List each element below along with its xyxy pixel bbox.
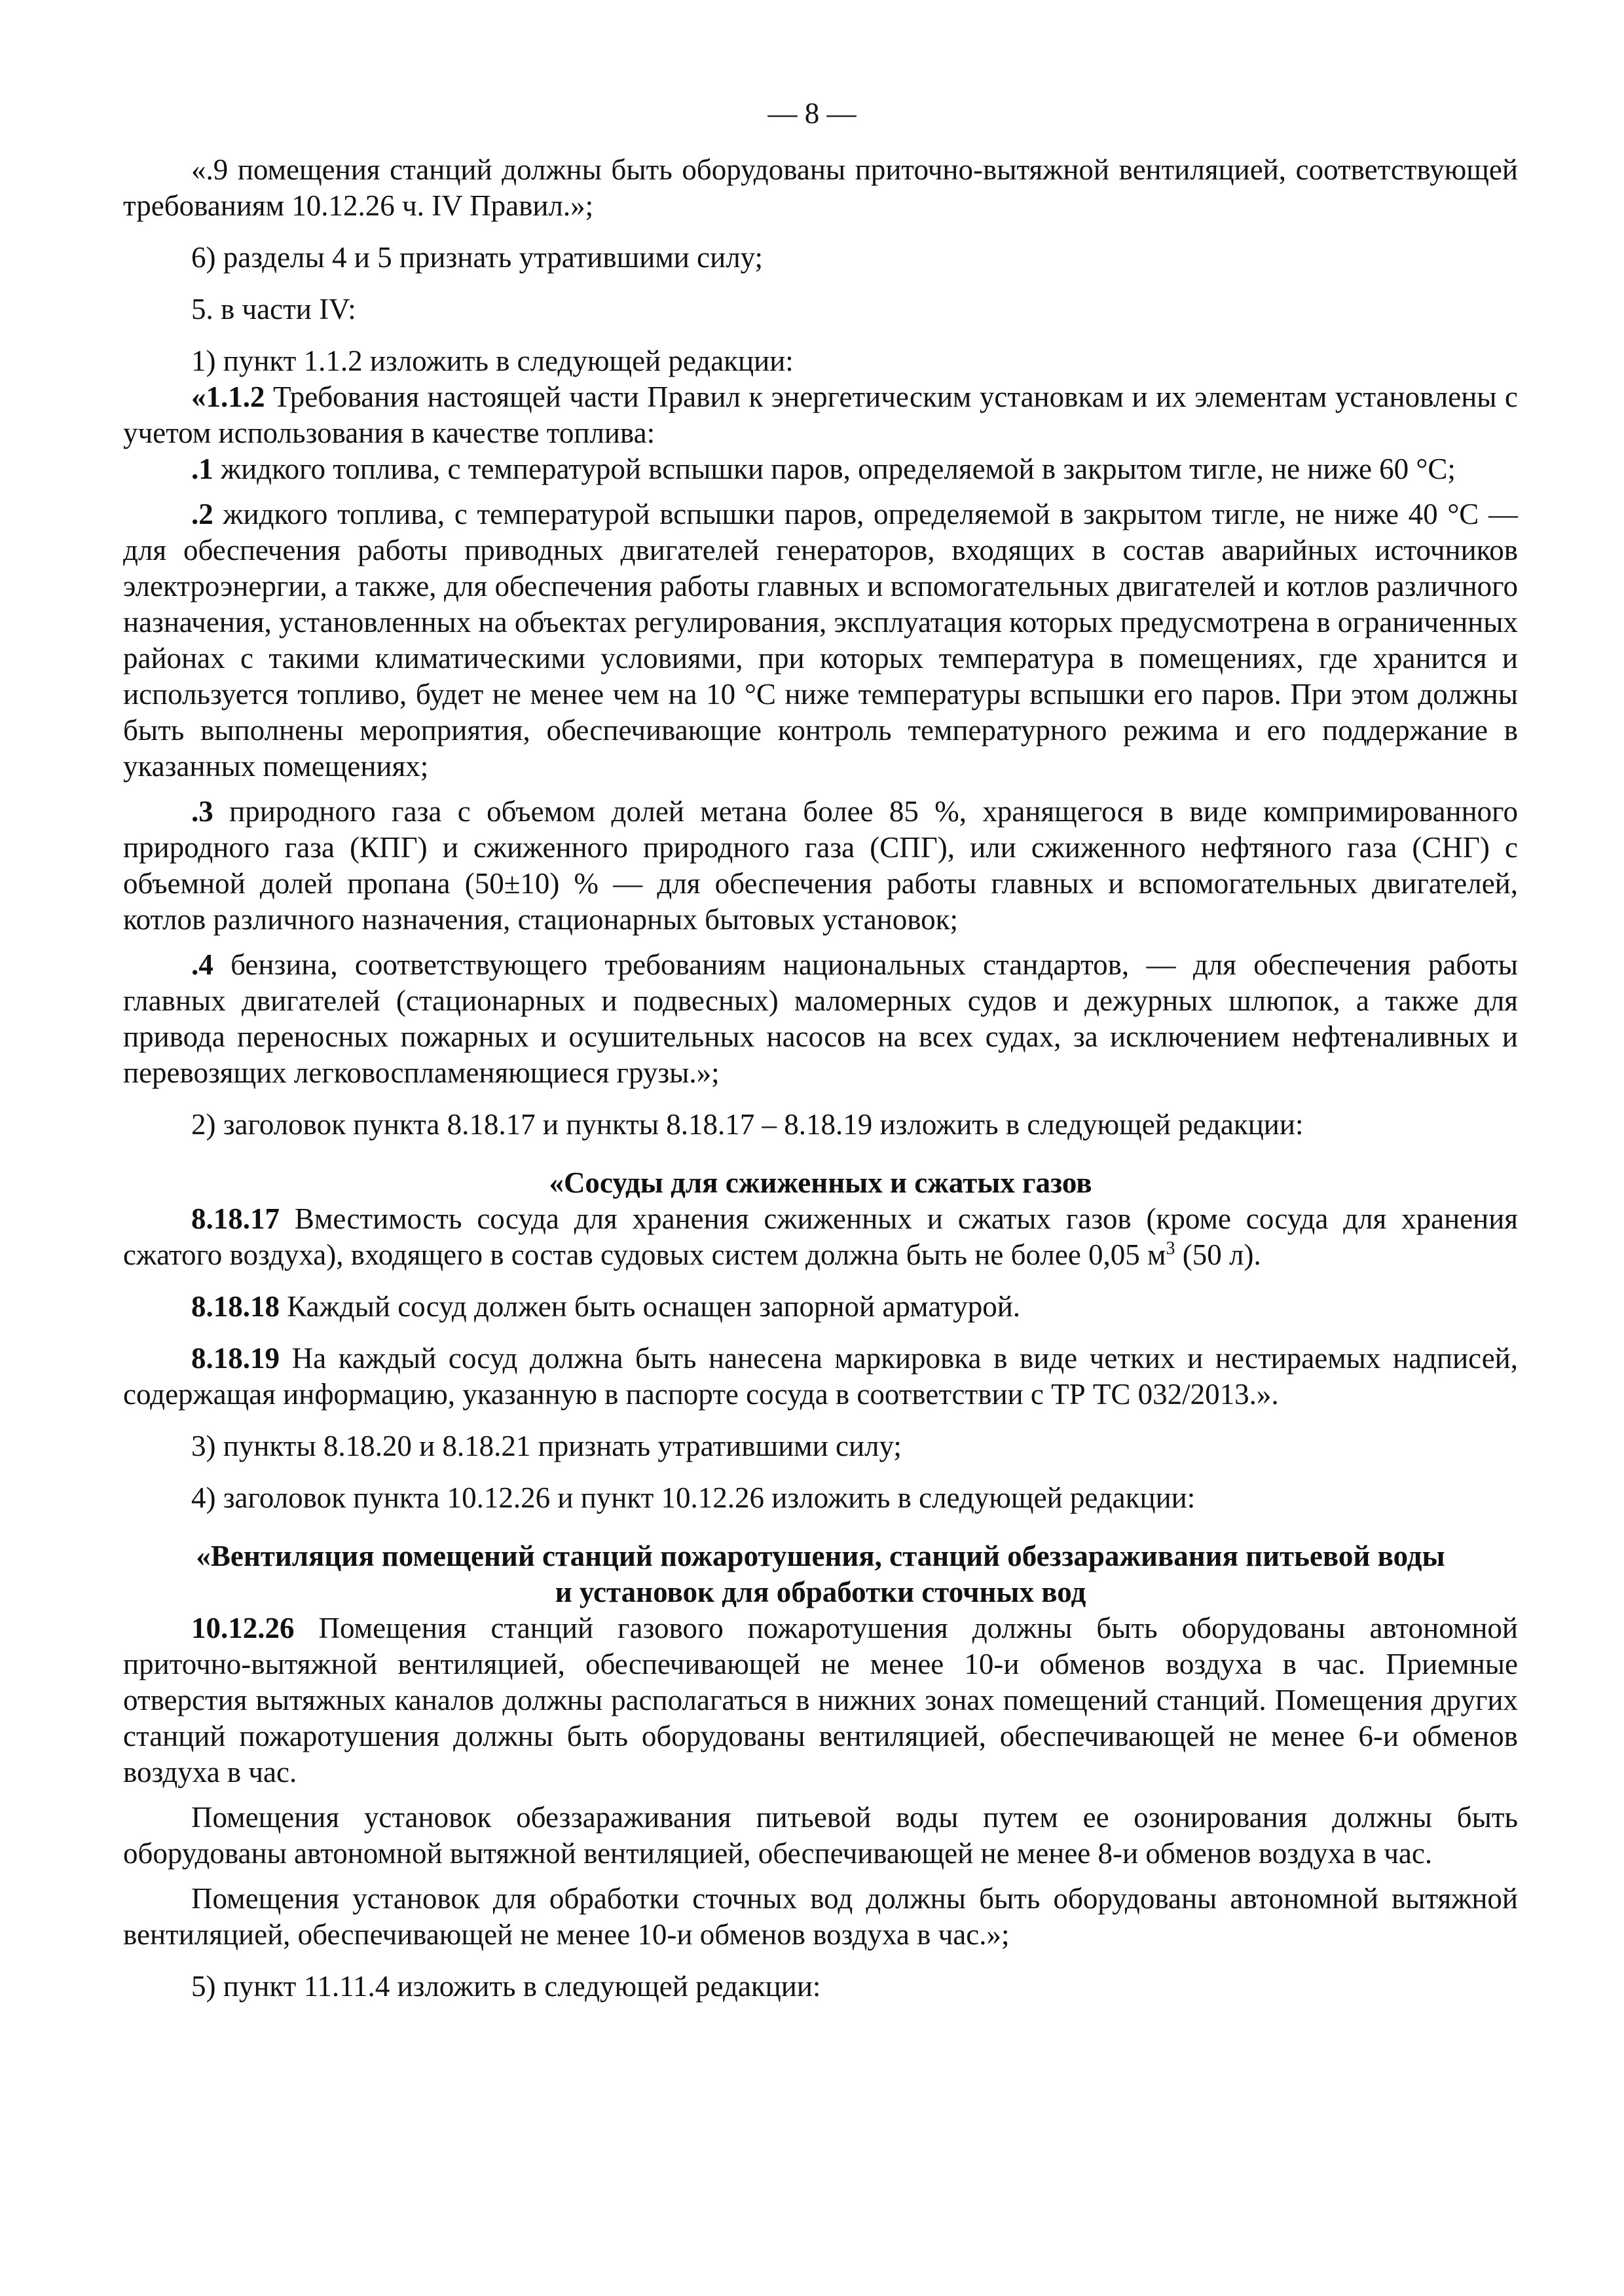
clause-text-tail: (50 л). xyxy=(1175,1238,1261,1271)
paragraph-fuel-4 xyxy=(123,947,1518,1091)
paragraph-8-18-17 xyxy=(123,1201,1518,1273)
paragraph-item-1-1-2-intro: 1) пункт 1.1.2 изложить в следующей редакции: xyxy=(191,344,794,377)
paragraph-part-iv: 5. в части IV: xyxy=(191,293,356,325)
document-body xyxy=(123,152,1518,2005)
clause-number: .3 xyxy=(191,795,213,828)
paragraph-ozonation: Помещения установок обеззараживания питьевой воды путем ее озонирования должны быть оборудованы автономной вытяжной вентиляцией, обеспечивающей не менее 8-и обменов воздуха в час. xyxy=(123,1801,1518,1870)
heading-ventilation-line-1: «Вентиляция помещений станций пожаротушения, станций обеззараживания питьевой воды xyxy=(196,1540,1445,1572)
clause-text: жидкого топлива, с температурой вспышки паров, определяемой в закрытом тигле, не ниже 60 °С; xyxy=(213,453,1456,485)
paragraph-8-18-18 xyxy=(123,1289,1518,1325)
clause-number: 10.12.26 xyxy=(191,1612,295,1644)
clause-number: .1 xyxy=(191,453,213,485)
paragraph-item-4: 4) заголовок пункта 10.12.26 и пункт 10.12.26 изложить в следующей редакции: xyxy=(191,1481,1196,1514)
paragraph-fuel-3 xyxy=(123,794,1518,938)
clause-text: Требования настоящей части Правил к энергетическим установкам и их элементам установлены с учетом использования в качестве топлива: xyxy=(123,380,1518,449)
clause-text: природного газа с объемом долей метана более 85 %, хранящегося в виде компримированного природного газа (КПГ) и сжиженного природного газа (СПГ), или сжиженного нефтяного газа (СНГ) с объемной долей пропана (50±10) % — для обеспечения работы главных и вспомогательных двигателей, котлов различного назначения, стационарных бытовых установок; xyxy=(123,795,1518,936)
paragraph-wastewater: Помещения установок для обработки сточных вод должны быть оборудованы автономной вытяжной вентиляцией, обеспечивающей не менее 10-и обменов воздуха в час.»; xyxy=(123,1882,1518,1951)
clause-number: .4 xyxy=(191,948,213,981)
paragraph-item-2: 2) заголовок пункта 8.18.17 и пункты 8.18.17 – 8.18.19 изложить в следующей редакции: xyxy=(191,1108,1304,1141)
clause-text: Помещения станций газового пожаротушения должны быть оборудованы автономной приточно-вытяжной вентиляцией, обеспечивающей не менее 10-и обменов воздуха в час. Приемные отверстия вытяжных каналов должны располагаться в нижних зонах помещений станций. Помещения других станций пожаротушения должны быть оборудованы вентиляцией, обеспечивающей не менее 6-и обменов воздуха в час. xyxy=(123,1612,1518,1788)
clause-number: .2 xyxy=(191,498,213,530)
paragraph-item-5: 5) пункт 11.11.4 изложить в следующей редакции: xyxy=(191,1970,821,2003)
paragraph-8-18-19 xyxy=(123,1341,1518,1413)
paragraph-10-12-26 xyxy=(123,1610,1518,1790)
clause-text: Вместимость сосуда для хранения сжиженных и сжатых газов (кроме сосуда для хранения сжатого воздуха), входящего в состав судовых систем должна быть не более 0,05 м xyxy=(123,1202,1518,1271)
clause-text: Каждый сосуд должен быть оснащен запорной арматурой. xyxy=(280,1290,1021,1323)
clause-number: 8.18.19 xyxy=(191,1342,280,1375)
paragraph-sections-4-5: 6) разделы 4 и 5 признать утратившими силу; xyxy=(191,241,764,274)
paragraph-fuel-2 xyxy=(123,496,1518,785)
clause-number: 8.18.18 xyxy=(191,1290,280,1323)
paragraph-item-3: 3) пункты 8.18.20 и 8.18.21 признать утратившими силу; xyxy=(191,1430,902,1462)
clause-number: 8.18.17 xyxy=(191,1202,280,1235)
heading-ventilation-line-2: и установок для обработки сточных вод xyxy=(555,1576,1086,1608)
clause-number: «1.1.2 xyxy=(191,380,265,413)
paragraph-fuel-1 xyxy=(123,451,1518,487)
clause-text: жидкого топлива, с температурой вспышки паров, определяемой в закрытом тигле, не ниже 40 °С — для обеспечения работы приводных двигателей генераторов, входящих в состав аварийных источников электроэнергии, а также, для обеспечения работы главных и вспомогательных двигателей и котлов различного назначения, установленных на объектах регулирования, эксплуатация которых предусмотрена в ограниченных районах с такими климатическими условиями, при которых температура в помещениях, где хранится и используется топливо, будет не менее чем на 10 °С ниже температуры вспышки его паров. При этом должны быть выполнены мероприятия, обеспечивающие контроль температурного режима и его поддержание в указанных помещениях; xyxy=(123,498,1518,783)
heading-vessels: «Сосуды для сжиженных и сжатых газов xyxy=(549,1166,1092,1199)
paragraph-ventilation-9: «.9 помещения станций должны быть оборудованы приточно-вытяжной вентиляцией, соответствующей требованиям 10.12.26 ч. IV Правил.»; xyxy=(123,153,1518,222)
paragraph-1-1-2 xyxy=(123,379,1518,451)
page-number: — 8 — xyxy=(767,97,857,130)
clause-text: бензина, соответствующего требованиям национальных стандартов, — для обеспечения работы главных двигателей (стационарных и подвесных) маломерных судов и дежурных шлюпок, а также для привода переносных пожарных и осушительных насосов на всех судах, за исключением нефтеналивных и перевозящих легковоспламеняющиеся грузы.»; xyxy=(123,948,1518,1089)
clause-text: На каждый сосуд должна быть нанесена маркировка в виде четких и нестираемых надписей, содержащая информацию, указанную в паспорте сосуда в соответствии с ТР ТС 032/2013.». xyxy=(123,1342,1518,1411)
superscript: 3 xyxy=(1166,1238,1175,1259)
